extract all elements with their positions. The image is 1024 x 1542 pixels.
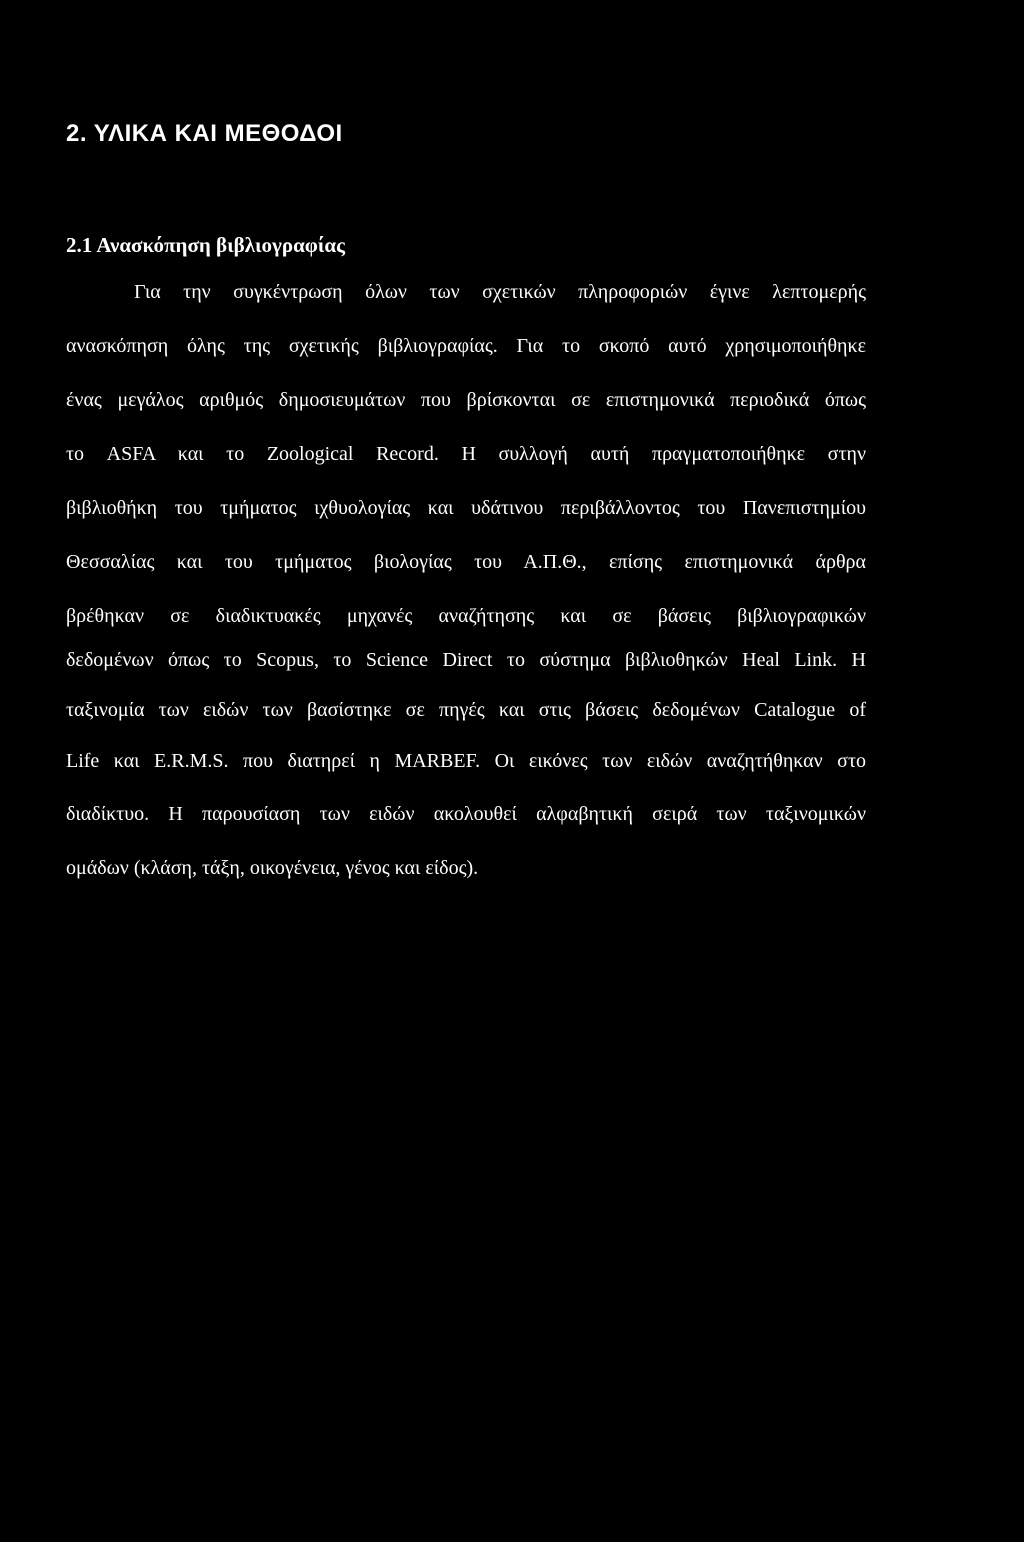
paragraph-line: ένας μεγάλος αριθμός δημοσιευμάτων που βρίσκονται σε επιστημονικά περιοδικά όπως xyxy=(66,389,866,411)
paragraph-line: Για την συγκέντρωση όλων των σχετικών πληροφοριών έγινε λεπτομερής xyxy=(134,281,866,303)
paragraph-line: ανασκόπηση όλης της σχετικής βιβλιογραφίας. Για το σκοπό αυτό χρησιμοποιήθηκε xyxy=(66,335,866,357)
paragraph-line: διαδίκτυο. Η παρουσίαση των ειδών ακολουθεί αλφαβητική σειρά των ταξινομικών xyxy=(66,803,866,825)
chapter-title: 2. ΥΛΙΚΑ ΚΑΙ ΜΕΘΟΔΟΙ xyxy=(66,120,343,147)
paragraph-line: ομάδων (κλάση, τάξη, οικογένεια, γένος και είδος). xyxy=(66,857,479,879)
paragraph-line: βρέθηκαν σε διαδικτυακές μηχανές αναζήτησης και σε βάσεις βιβλιογραφικών xyxy=(66,605,866,627)
paragraph-line: δεδομένων όπως το Scopus, το Science Direct το σύστημα βιβλιοθηκών Heal Link. Η xyxy=(66,649,866,671)
paragraph-line: βιβλιοθήκη του τμήματος ιχθυολογίας και υδάτινου περιβάλλοντος του Πανεπιστημίου xyxy=(66,497,866,519)
paragraph-line: Life και E.R.M.S. που διατηρεί η MARBEF. Οι εικόνες των ειδών αναζητήθηκαν στο xyxy=(66,750,866,772)
section-title: 2.1 Ανασκόπηση βιβλιογραφίας xyxy=(66,233,345,257)
paragraph-line: Θεσσαλίας και του τμήματος βιολογίας του Α.Π.Θ., επίσης επιστημονικά άρθρα xyxy=(66,551,866,573)
paragraph-line: το ASFA και το Zoological Record. Η συλλογή αυτή πραγματοποιήθηκε στην xyxy=(66,443,866,465)
paragraph-line: ταξινομία των ειδών των βασίστηκε σε πηγές και στις βάσεις δεδομένων Catalogue of xyxy=(66,699,866,721)
